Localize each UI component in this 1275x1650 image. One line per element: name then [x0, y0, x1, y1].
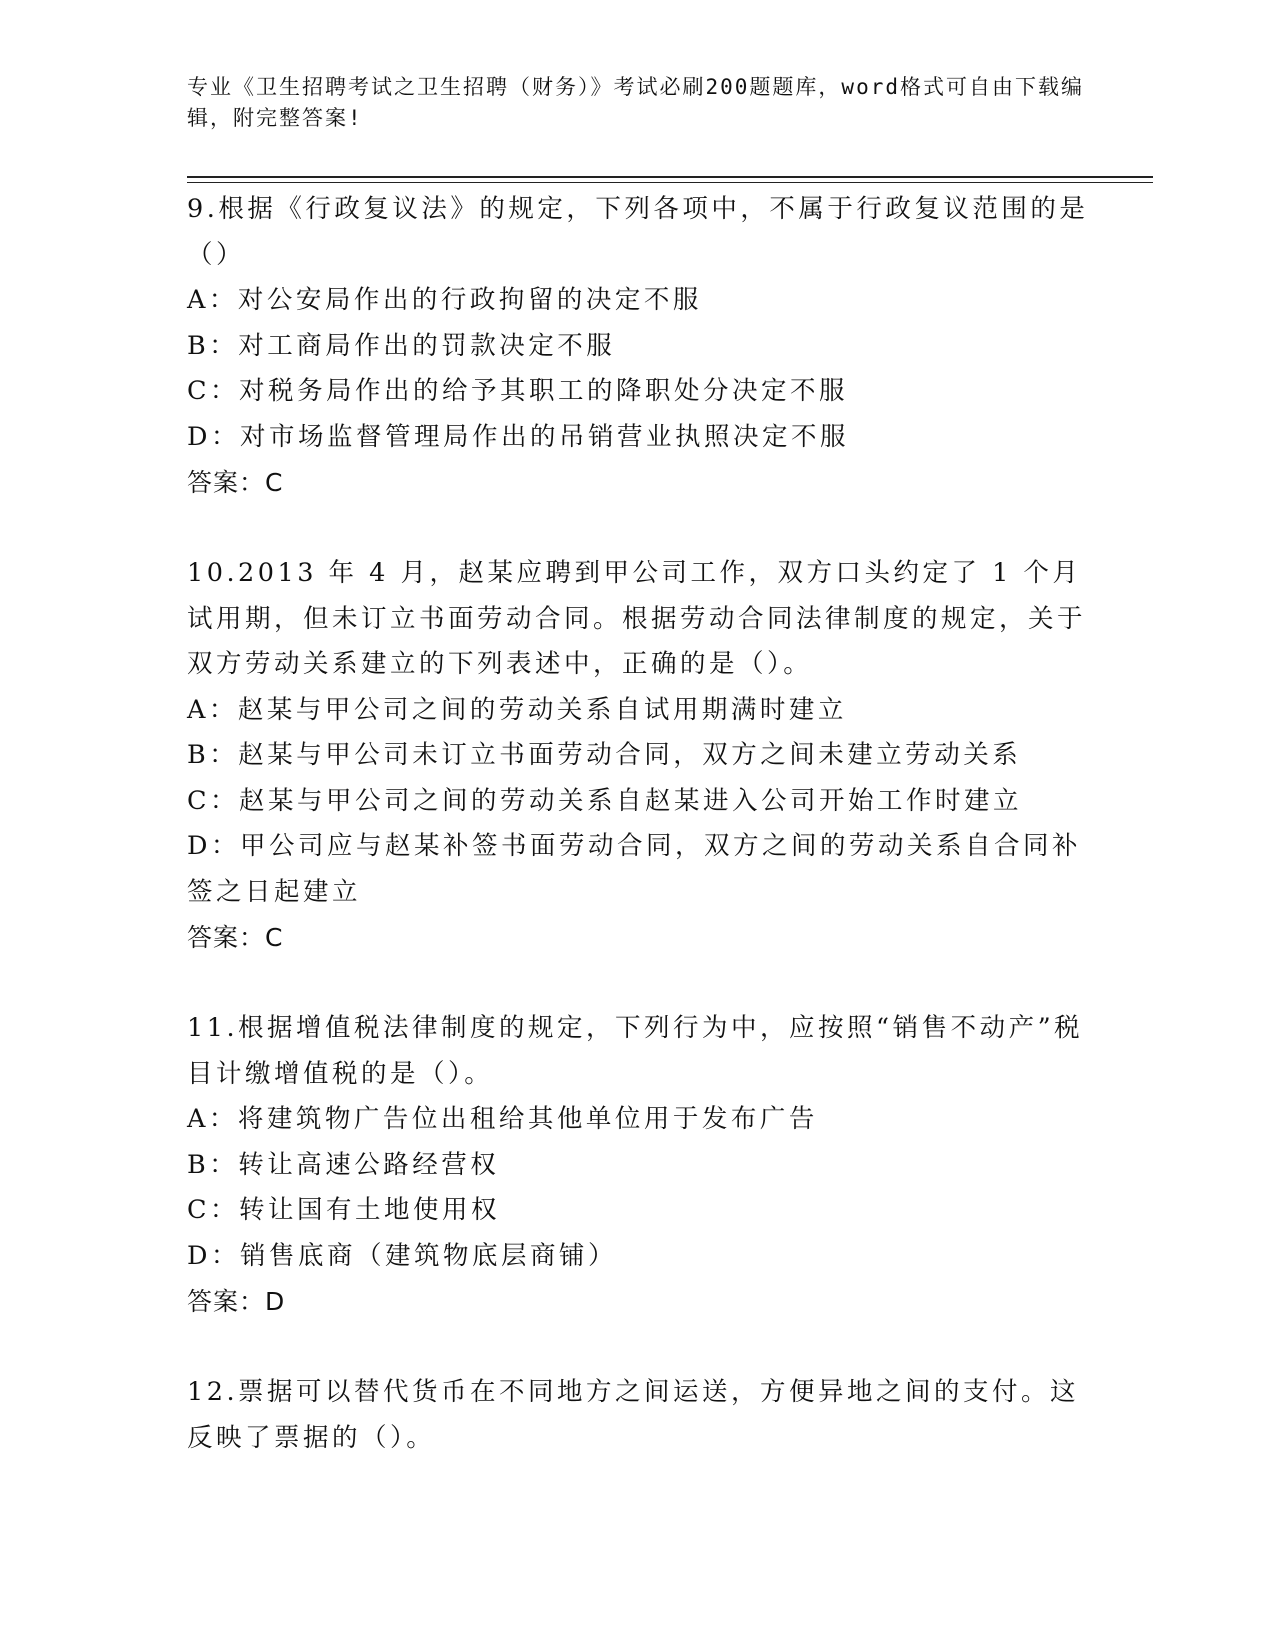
- question-text: 11.根据增值税法律制度的规定，下列行为中，应按照“销售不动产”税目计缴增值税的是（）。: [187, 1013, 1084, 1089]
- option-d: D：销售底商（建筑物底层商铺）: [187, 1240, 617, 1271]
- question-12: [187, 1370, 1092, 1461]
- question-list: [187, 187, 1092, 1461]
- document-header: 专业《卫生招聘考试之卫生招聘（财务）》考试必刷200题题库，word格式可自由下载编辑，附完整答案!: [187, 75, 1084, 130]
- option-c: C：对税务局作出的给予其职工的降职处分决定不服: [187, 376, 849, 406]
- option-b: B：转让高速公路经营权: [187, 1149, 500, 1180]
- header-divider-thin: [187, 182, 1153, 183]
- answer: 答案：C: [187, 468, 284, 497]
- option-b: B：对工商局作出的罚款决定不服: [187, 330, 616, 361]
- option-d: D：甲公司应与赵某补签书面劳动合同，双方之间的劳动关系自合同补签之日起建立: [187, 831, 1081, 907]
- option-a: A：对公安局作出的行政拘留的决定不服: [187, 285, 702, 315]
- option-b: B：赵某与甲公司未订立书面劳动合同，双方之间未建立劳动关系: [187, 740, 1022, 770]
- question-9: [187, 187, 1092, 506]
- question-text: 9.根据《行政复议法》的规定，下列各项中，不属于行政复议范围的是（）: [187, 194, 1089, 270]
- option-c: C：赵某与甲公司之间的劳动关系自赵某进入公司开始工作时建立: [187, 785, 1023, 816]
- option-d: D：对市场监督管理局作出的吊销营业执照决定不服: [187, 421, 849, 452]
- option-c: C：转让国有土地使用权: [187, 1195, 501, 1225]
- question-10: [187, 551, 1092, 961]
- answer: 答案：C: [187, 923, 284, 952]
- question-11: [187, 1006, 1092, 1325]
- answer: 答案：D: [187, 1287, 286, 1316]
- question-text: 10.2013 年 4 月，赵某应聘到甲公司工作，双方口头约定了 1 个月试用期，但未订立书面劳动合同。根据劳动合同法律制度的规定，关于双方劳动关系建立的下列表述中，正确的是（）。: [187, 558, 1087, 679]
- option-a: A：将建筑物广告位出租给其他单位用于发布广告: [187, 1104, 818, 1134]
- question-text: 12.票据可以替代货币在不同地方之间运送，方便异地之间的支付。这反映了票据的（）。: [187, 1377, 1080, 1453]
- header-divider-thick: [187, 176, 1153, 178]
- option-a: A：赵某与甲公司之间的劳动关系自试用期满时建立: [187, 694, 847, 725]
